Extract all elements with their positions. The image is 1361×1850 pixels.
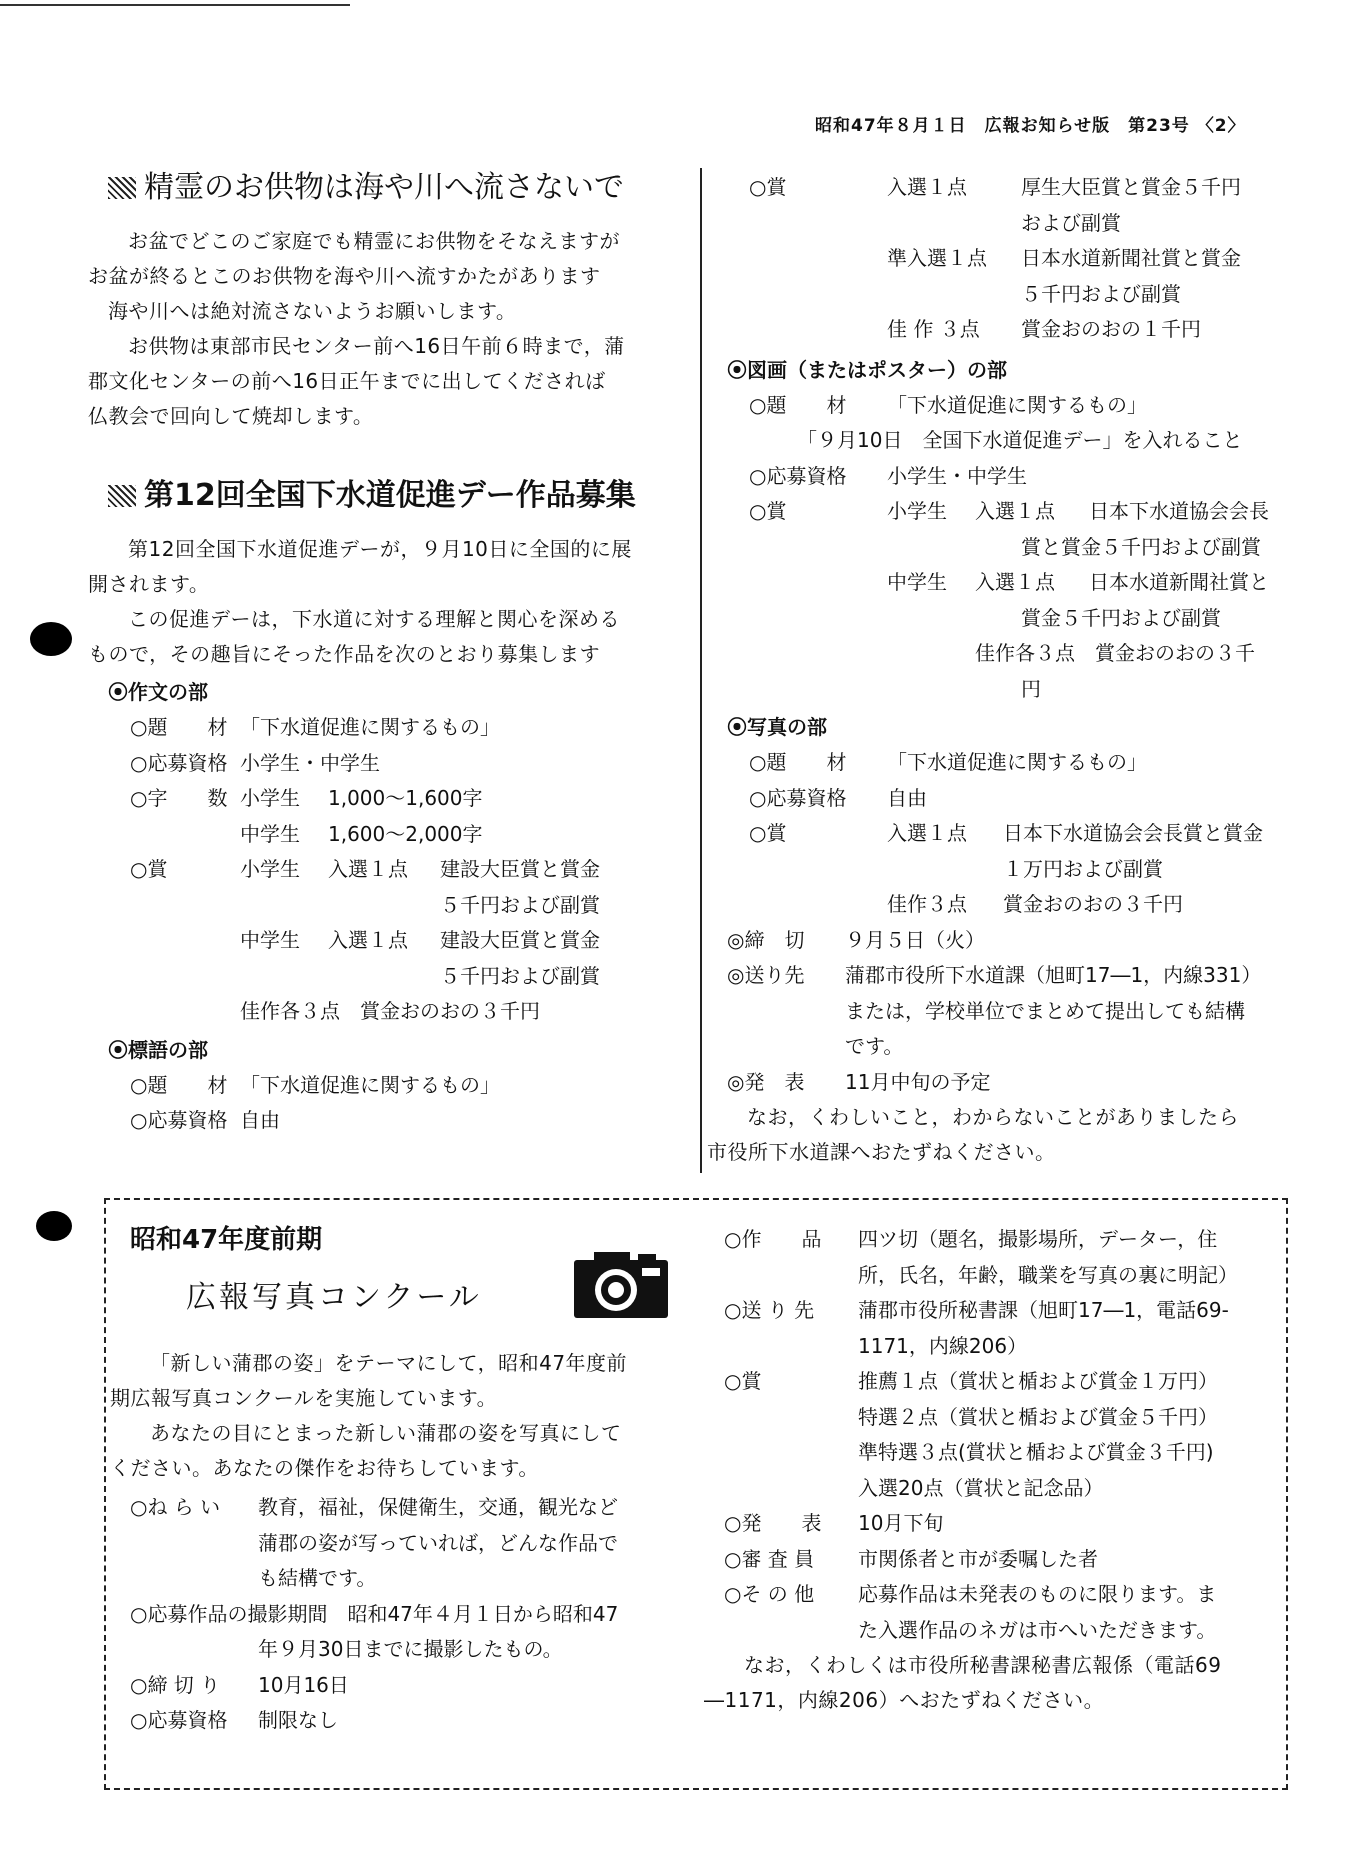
essay-heading: ⦿作文の部 (108, 680, 208, 704)
list-item: ○題 材 「下水道促進に関するもの」 (130, 1072, 500, 1097)
deadline-row: ◎締 切 ９月５日（火） (727, 927, 985, 952)
right-column (707, 170, 1297, 1170)
aim-row: ○ね ら い 教育，福祉，保健衛生，交通，観光など 蒲郡の姿が写っていれば，どんな作品で も結構です。 (130, 1495, 618, 1590)
list-item: ○賞 入選１点 日本下水道協会会長賞と賞金 １万円および副賞 佳作３点 賞金おのおの３千円 (749, 821, 1263, 916)
list-item: ○題 材 「下水道促進に関するもの」 (749, 392, 1147, 417)
work-row: ○作 品 四ツ切（題名，撮影場所，データー，住 所，氏名，年齢，職業を写真の裏に明記） (724, 1227, 1238, 1287)
period-row: ○応募作品の撮影期間 昭和47年４月１日から昭和47 年９月30日までに撮影したもの。 (130, 1601, 619, 1661)
list-item: ○賞 小学生 入選１点 日本下水道協会会長 賞と賞金５千円および副賞 中学生 入選１点 日本水道新聞社賞と 賞金５千円および副賞 佳作各３点 賞金おのおの３千 円 (749, 499, 1269, 701)
section-title-offerings: 精霊のお供物は海や川へ流さないで (108, 168, 678, 208)
photo-contest-left (110, 1222, 690, 1739)
paragraph: お盆でどこのご家庭でも精霊にお供物をそなえますが お盆が終るとこのお供物を海や川へ流すかたがあります 海や川へは絶対流さないようお願いします。 (88, 229, 620, 323)
contest-title-period: 昭和47年度前期 (130, 1225, 323, 1255)
paragraph: この促進デーは，下水道に対する理解と関心を深める もので，その趣旨にそった作品を次のとおり募集します (88, 607, 620, 666)
announce-row: ◎発 表 11月中旬の予定 (727, 1069, 991, 1094)
paragraph: 第12回全国下水道促進デーが，９月10日に全国的に展 開されます。 (88, 537, 632, 596)
paragraph: なお，くわしくは市役所秘書課秘書広報係（電話69 ―1171，内線206）へおたずねください。 (704, 1653, 1222, 1712)
slogan-heading: ⦿標語の部 (108, 1037, 208, 1062)
list-item: ○応募資格 自由 (130, 1108, 280, 1132)
page-header: 昭和47年８月１日 広報お知らせ版 第23号 〈2〉 (815, 116, 1246, 136)
paragraph: あなたの目にとまった新しい蒲郡の姿を写真にして ください。あなたの傑作をお待ちしています。 (110, 1421, 622, 1480)
destination-row: ○送 り 先 蒲郡市役所秘書課（旭町17―1，電話69- 1171，内線206） (724, 1298, 1229, 1358)
list-item: ○賞 入選１点 厚生大臣賞と賞金５千円 および副賞 準入選１点 日本水道新聞社賞と賞金 ５千円および副賞 佳 作 ３点 賞金おのおの１千円 (749, 175, 1241, 341)
hatch-icon (108, 177, 136, 199)
photo-contest-right (704, 1222, 1284, 1718)
list-item: ○題 材 「下水道促進に関するもの」 (749, 750, 1147, 774)
drawing-heading: ⦿図画（またはポスター）の部 (727, 357, 1007, 382)
prize-row: ○賞 推薦１点（賞状と楯および賞金１万円） 特選２点（賞状と楯および賞金５千円） 準特選３点(賞状と楯および賞金３千円) 入選20点（賞状と記念品） (724, 1369, 1218, 1500)
paragraph: なお，くわしいこと，わからないことがありましたら 市役所下水道課へおたずねください。 (707, 1105, 1239, 1164)
list-item: ○字 数 小学生 1,000～1,600字 中学生 1,600～2,000字 (130, 786, 483, 846)
deadline-row: ○締 切 り 10月16日 (130, 1672, 349, 1697)
section-title-sewer-day: 第12回全国下水道促進デー作品募集 (108, 476, 678, 516)
other-row: ○そ の 他 応募作品は未発表のものに限ります。ま た入選作品のネガは市へいただきます。 (724, 1582, 1217, 1642)
list-item: ○応募資格 小学生・中学生 (749, 463, 1027, 488)
list-item: ○題 材 「下水道促進に関するもの」 (130, 715, 500, 739)
list-item: 「９月10日 全国下水道促進デー」を入れること (797, 428, 1243, 452)
ink-blot (36, 1211, 72, 1241)
judge-row: ○審 査 員 市関係者と市が委嘱した者 (724, 1546, 1098, 1571)
hatch-icon (108, 485, 136, 507)
destination-row: ◎送り先 蒲郡市役所下水道課（旭町17―1，内線331） または，学校単位でまとめて提出しても結構 です。 (727, 963, 1262, 1058)
announce-row: ○発 表 10月下旬 (724, 1511, 944, 1535)
paragraph: お供物は東部市民センター前へ16日午前６時まで，蒲 郡文化センターの前へ16日正午までに出してくだされば 仏教会で回向して焼却します。 (88, 334, 625, 428)
list-item: ○賞 小学生 入選１点 建設大臣賞と賞金 ５千円および副賞 中学生 入選１点 建設大臣賞と賞金 ５千円および副賞 佳作各３点 賞金おのおの３千円 (130, 857, 600, 1023)
top-rule (0, 4, 350, 6)
eligibility-row: ○応募資格 制限なし (130, 1708, 338, 1732)
photo-heading: ⦿写真の部 (727, 715, 827, 739)
column-divider (700, 168, 702, 1173)
list-item: ○応募資格 自由 (749, 785, 927, 810)
ink-blot (30, 622, 72, 656)
left-column (88, 168, 678, 1139)
list-item: ○応募資格 小学生・中学生 (130, 750, 380, 775)
paragraph: 「新しい蒲郡の姿」をテーマにして，昭和47年度前 期広報写真コンクールを実施しています。 (110, 1351, 628, 1410)
contest-title: 広報写真コンクール (186, 1280, 482, 1315)
